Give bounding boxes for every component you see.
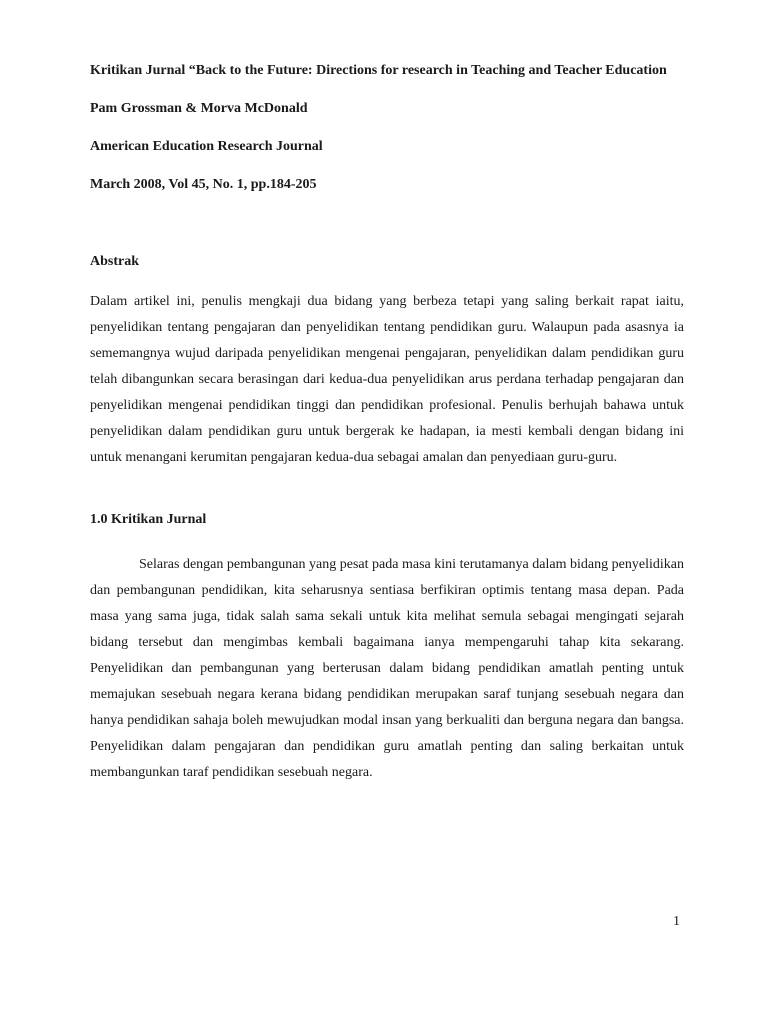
- abstract-paragraph: Dalam artikel ini, penulis mengkaji dua bidang yang berbeza tetapi yang saling berkait rapat iaitu, penyelidikan tentang pengajaran dan penyelidikan tentang pendidikan guru. Walaupun pada asasnya ia sememangnya wujud daripada penyelidikan mengenai pengajaran, penyelidikan dalam pendidikan guru telah dibangunkan secara berasingan dari kedua-dua penyelidikan arus perdana terhadap pengajaran dan penyelidikan mengenai pendidikan tinggi dan pendidikan profesional. Penulis berhujah bahawa untuk penyelidikan dalam pendidikan guru untuk bergerak ke hadapan, ia mesti kembali dengan bidang ini untuk menangani kerumitan pengajaran kedua-dua sebagai amalan dan penyediaan guru-guru.: [90, 294, 684, 465]
- journal-name: American Education Research Journal: [90, 139, 323, 154]
- document-title: Kritikan Jurnal “Back to the Future: Directions for research in Teaching and Teacher Education: [90, 63, 667, 78]
- section-paragraph: Selaras dengan pembangunan yang pesat pada masa kini terutamanya dalam bidang penyelidikan dan pembangunan pendidikan, kita seharusnya sentiasa berfikiran optimis tentang masa depan. Pada masa yang sama juga, tidak salah sama sekali untuk kita melihat semula sebagai mengingati sejarah bidang tersebut dan mengimbas kembali bagaimana ianya mempengaruhi tahap kita sekarang. Penyelidikan dan pembangunan yang berterusan dalam bidang pendidikan amatlah penting untuk memajukan sesebuah negara kerana bidang pendidikan merupakan saraf tunjang sesebuah negara dan hanya pendidikan sahaja boleh mewujudkan modal insan yang berkualiti dan berguna negara dan bangsa. Penyelidikan dalam pengajaran dan pendidikan guru amatlah penting dan saling berkaitan untuk membangunkan taraf pendidikan sesebuah negara.: [90, 557, 684, 780]
- section-heading: 1.0 Kritikan Jurnal: [90, 512, 207, 527]
- document-authors: Pam Grossman & Morva McDonald: [90, 101, 308, 116]
- page-number: 1: [673, 914, 680, 929]
- journal-citation: March 2008, Vol 45, No. 1, pp.184-205: [90, 177, 317, 192]
- abstract-heading: Abstrak: [90, 254, 140, 269]
- document-body: [90, 58, 684, 786]
